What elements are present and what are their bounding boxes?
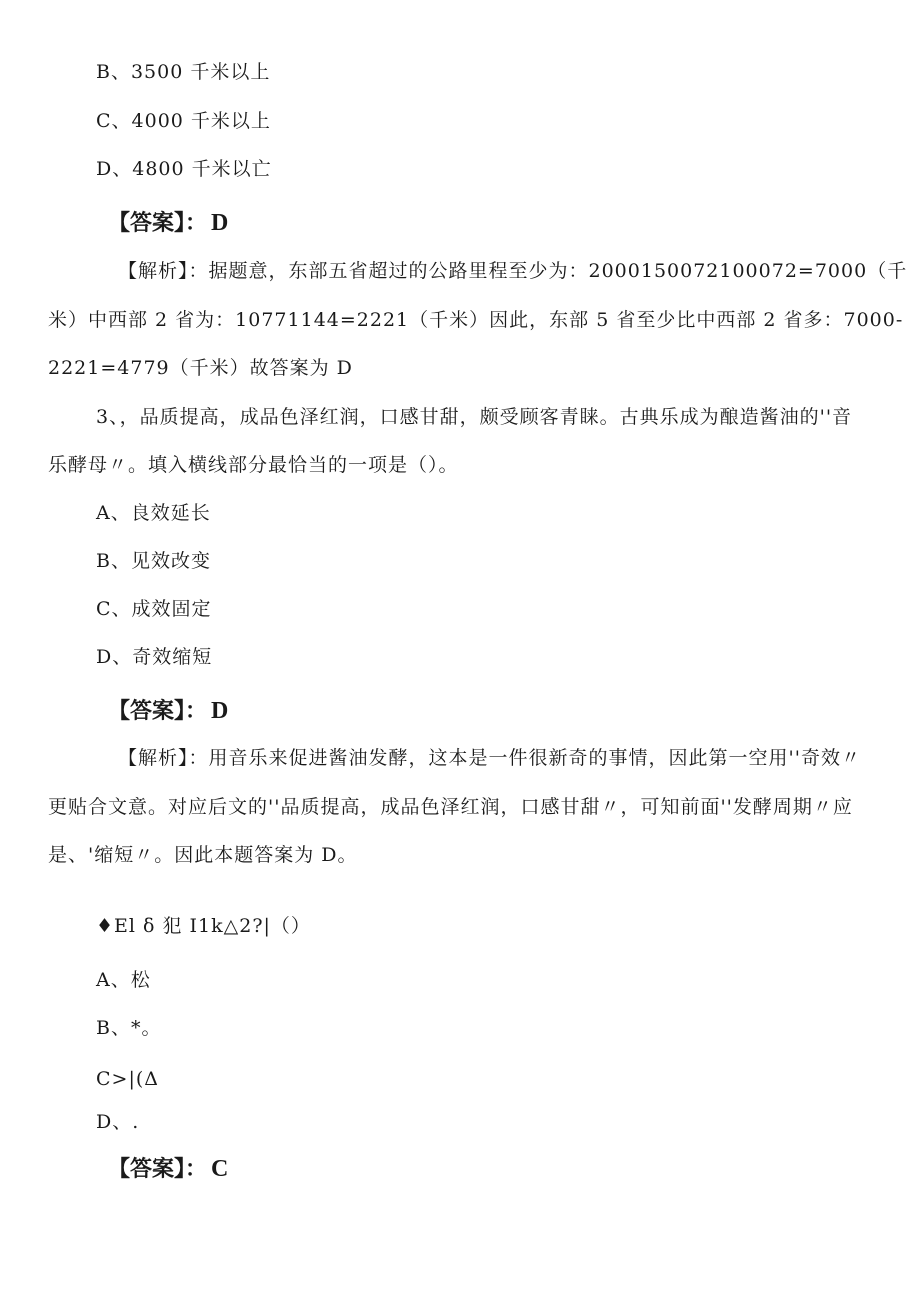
q2-option-c: C、4000 千米以上 [96,110,271,132]
q3-stem-line-2: 乐酵母〃。填入横线部分最恰当的一项是（）。 [48,454,459,476]
q3-answer-label: 【答案】： [108,699,208,724]
q3-stem-line-1: 3、，品质提高，成品色泽红润，口感甘甜，颇受顾客青睐。古典乐成为酿造酱油的''音 [96,406,853,428]
q3-answer [108,697,228,726]
q3-analysis-line-1: 【解析】：用音乐来促进酱油发酵，这本是一件很新奇的事情，因此第一空用''奇效〃 [118,747,861,769]
q3-analysis-line-2: 更贴合文意。对应后文的''品质提高，成品色泽红润，口感甘甜〃，可知前面''发酵周期〃应 [48,796,853,818]
q3-option-a: A、良效延长 [96,502,211,524]
q2-answer [108,209,228,238]
q2-option-d: D、4800 千米以亡 [96,158,272,180]
q4-option-d: D、. [96,1111,140,1133]
q2-option-b: B、3500 千米以上 [96,61,271,83]
q4-option-b: B、*。 [96,1017,162,1039]
q2-analysis-line-2: 米）中西部 2 省为：10771144=2221（千米）因此，东部 5 省至少比中西部 2 省多：7000- [48,309,904,331]
q2-answer-value: D [211,210,229,236]
q4-answer-value: C [211,1156,229,1182]
q3-option-c: C、成效固定 [96,598,212,620]
q2-answer-label: 【答案】： [108,211,208,236]
q4-answer [108,1155,228,1184]
q4-stem: ♦El δ 犯 I1k△2?|（） [96,915,311,937]
q4-option-c: C>|(Δ [96,1068,159,1090]
q2-analysis-line-1: 【解析】：据题意，东部五省超过的公路里程至少为：2000150072100072=7000（千 [118,260,908,282]
q4-option-a: A、松 [96,969,151,991]
q3-option-b: B、见效改变 [96,550,211,572]
q3-answer-value: D [211,698,229,724]
q3-analysis-line-3: 是、'缩短〃。因此本题答案为 D。 [48,844,358,866]
q2-analysis-line-3: 2221=4779（千米）故答案为 D [48,357,353,379]
q3-option-d: D、奇效缩短 [96,646,213,668]
q4-answer-label: 【答案】： [108,1157,208,1182]
